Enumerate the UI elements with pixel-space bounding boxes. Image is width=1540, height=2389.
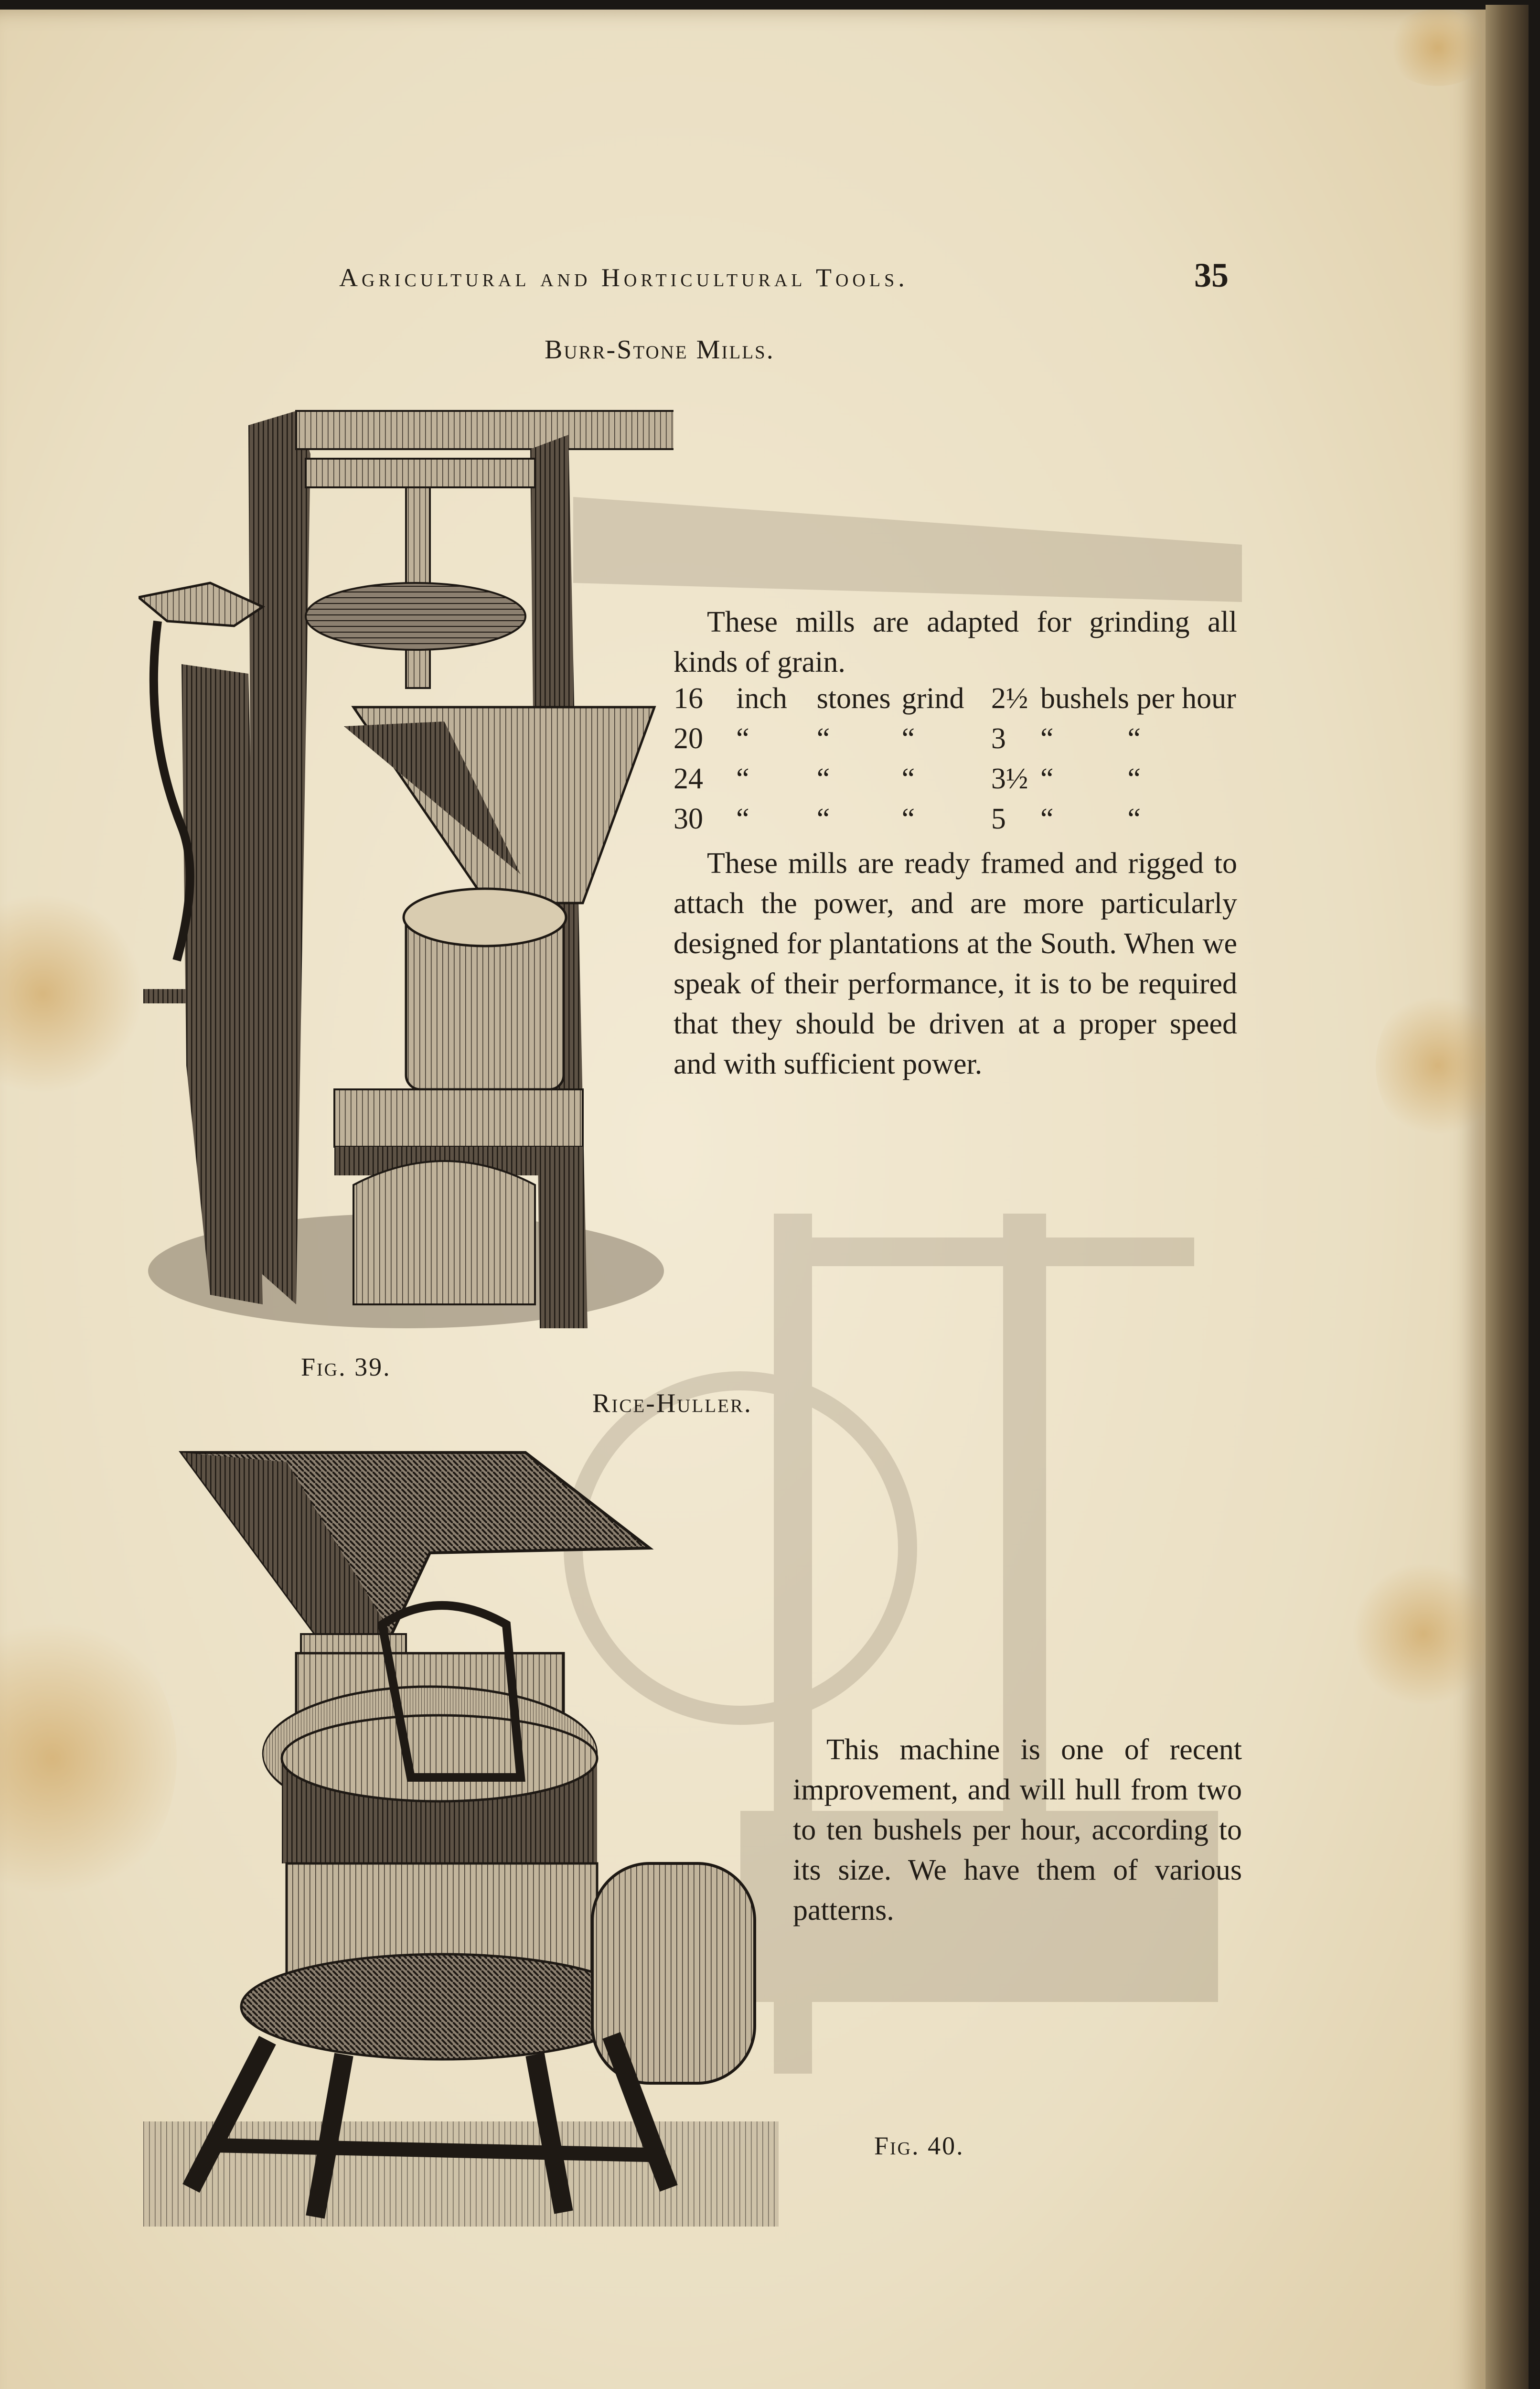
spec-row — [674, 678, 1237, 719]
spec-cell: grind — [901, 682, 964, 715]
burr-stone-description — [674, 843, 1237, 1084]
spec-cell: “ “ — [1040, 803, 1141, 835]
page-number: 35 — [1194, 256, 1229, 294]
spec-stone-size: 16 — [674, 682, 703, 715]
rice-huller-illustration — [143, 1443, 802, 2231]
figure-40-caption: Fig. 40. — [874, 2131, 964, 2160]
foxing-stain — [1352, 1562, 1486, 1706]
spec-bushels: 2½ — [991, 682, 1028, 715]
spec-cell: bushels per hour — [1040, 682, 1236, 715]
spec-cell: “ — [816, 763, 830, 795]
book-page — [0, 10, 1486, 2389]
book-page-edge — [1486, 5, 1529, 2389]
burr-stone-title: Burr-Stone Mills. — [545, 335, 775, 365]
spec-stone-size: 30 — [674, 803, 703, 835]
spec-cell: stones — [816, 682, 891, 715]
spec-cell: “ “ — [1040, 722, 1141, 755]
burr-stone-intro — [674, 602, 1237, 682]
running-head: Agricultural and Horticultural Tools. — [339, 263, 909, 292]
figure-39-caption: Fig. 39. — [301, 1353, 391, 1381]
spec-cell: “ — [736, 722, 749, 755]
foxing-stain — [0, 893, 143, 1094]
burr-stone-description-text: These mills are ready framed and rigged to attach the power, and are more particularly designed for plantations at the South. When we speak of their performance, it is to be required that they should be driven at a proper speed and with sufficient power. — [674, 847, 1237, 1080]
foxing-stain — [1376, 989, 1486, 1142]
spec-bushels: 3 — [991, 722, 1006, 755]
spec-bushels: 3½ — [991, 763, 1028, 795]
spec-stone-size: 24 — [674, 763, 703, 795]
spec-bushels: 5 — [991, 803, 1006, 835]
spec-cell: “ — [901, 763, 915, 795]
burr-stone-spec-table — [674, 678, 1237, 839]
spec-cell: “ — [901, 803, 915, 835]
burr-stone-intro-text: These mills are adapted for grinding all kinds of grain. — [674, 606, 1237, 678]
spec-cell: “ — [736, 803, 749, 835]
spec-row — [674, 719, 1237, 759]
spec-stone-size: 20 — [674, 722, 703, 755]
spec-cell: “ — [736, 763, 749, 795]
rice-huller-description-text: This machine is one of recent improvement, and will hull from two to ten bushels per hour, according to its size. We have them of various patterns. — [793, 1733, 1242, 1926]
rice-huller-description — [793, 1730, 1242, 1930]
spec-cell: “ — [901, 722, 915, 755]
foxing-stain — [1385, 10, 1486, 86]
spec-cell: “ “ — [1040, 763, 1141, 795]
spec-row — [674, 759, 1237, 799]
spec-row — [674, 799, 1237, 839]
spec-cell: “ — [816, 722, 830, 755]
spec-cell: “ — [816, 803, 830, 835]
burr-stone-mill-illustration — [139, 397, 674, 1352]
spec-cell: inch — [736, 682, 787, 715]
rice-huller-title: Rice-Huller. — [592, 1388, 752, 1418]
